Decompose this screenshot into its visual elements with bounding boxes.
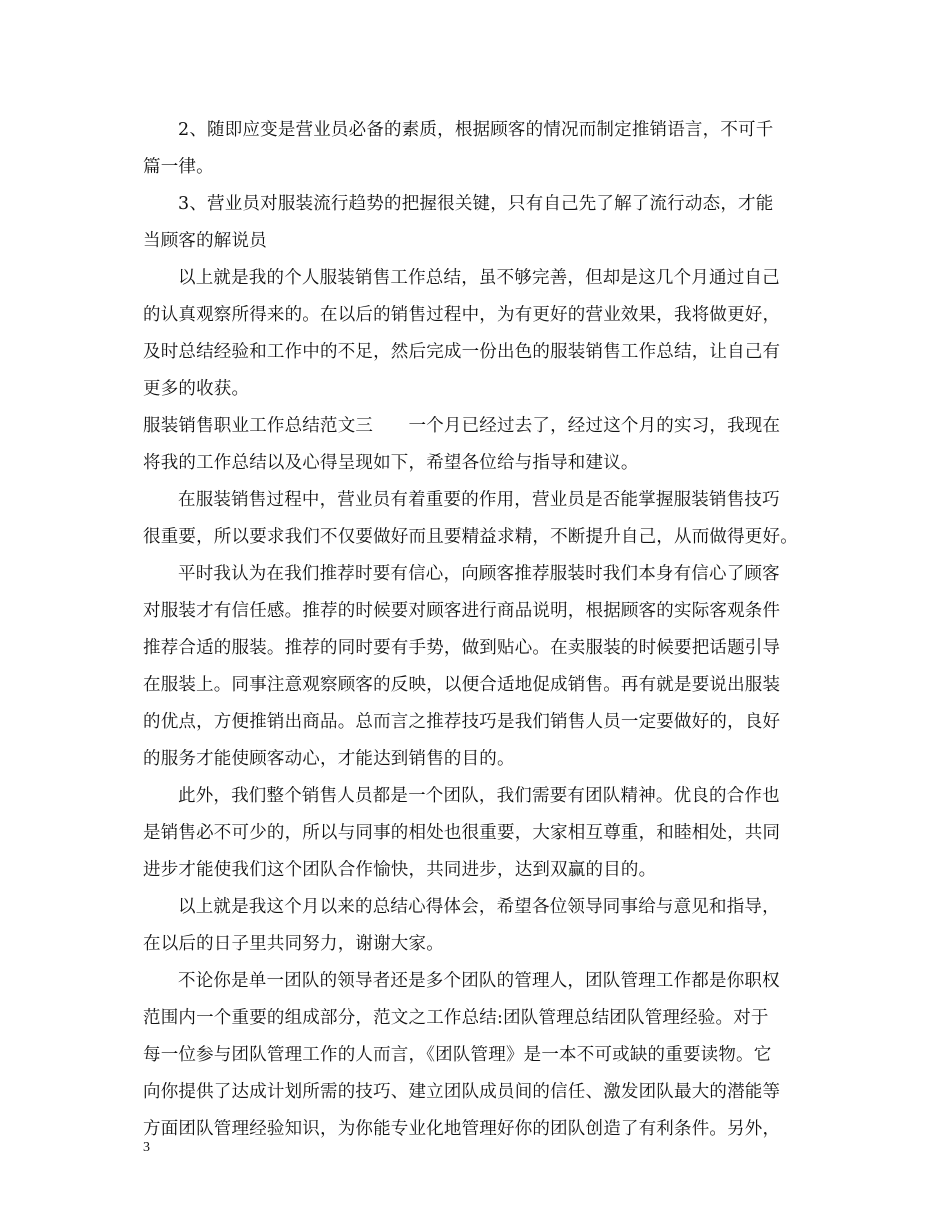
text-line: 服装销售职业工作总结范文三 一个月已经过去了，经过这个月的实习，我现在 [143, 416, 781, 436]
text-line: 对服装才有信任感。推荐的时候要对顾客进行商品说明，根据顾客的实际客观条件 [143, 601, 781, 621]
text-line: 将我的工作总结以及心得呈现如下，希望各位给与指导和建议。 [143, 453, 639, 473]
text-line: 推荐合适的服装。推荐的同时要有手势，做到贴心。在卖服装的时候要把话题引导 [143, 638, 781, 658]
text-line: 更多的收获。 [143, 379, 250, 399]
text-line: 方面团队管理经验知识，为你能专业化地管理好你的团队创造了有利条件。另外， [143, 1119, 781, 1139]
text-line: 以上就是我这个月以来的总结心得体会，希望各位领导同事给与意见和指导， [178, 897, 780, 917]
text-line: 的认真观察所得来的。在以后的销售过程中，为有更好的营业效果，我将做更好， [143, 305, 781, 325]
text-line: 很重要，所以要求我们不仅要做好而且要精益求精，不断提升自己，从而做得更好。 [143, 527, 798, 547]
text-line: 以上就是我的个人服装销售工作总结，虽不够完善，但却是这几个月通过自己 [178, 268, 780, 288]
text-line: 篇一律。 [143, 157, 214, 177]
text-line: 在服装上。同事注意观察顾客的反映，以便合适地促成销售。再有就是要说出服装 [143, 675, 781, 695]
text-line: 进步才能使我们这个团队合作愉快，共同进步，达到双赢的目的。 [143, 860, 657, 880]
text-line: 3、营业员对服装流行趋势的把握很关键，只有自己先了解了流行动态，才能 [178, 194, 774, 214]
text-line: 范围内一个重要的组成部分，范文之工作总结:团队管理总结团队管理经验。对于 [143, 1008, 769, 1028]
text-line: 在以后的日子里共同努力，谢谢大家。 [143, 934, 444, 954]
text-line: 平时我认为在我们推荐时要有信心，向顾客推荐服装时我们本身有信心了顾客 [178, 564, 780, 584]
text-line: 向你提供了达成计划所需的技巧、建立团队成员间的信任、激发团队最大的潜能等 [143, 1082, 781, 1102]
text-line: 当顾客的解说员 [143, 231, 267, 251]
text-line: 的优点，方便推销出商品。总而言之推荐技巧是我们销售人员一定要做好的，良好 [143, 712, 781, 732]
text-line: 此外，我们整个销售人员都是一个团队，我们需要有团队精神。优良的合作也 [178, 786, 780, 806]
page-number: 3 [143, 1140, 150, 1155]
text-line: 的服务才能使顾客动心，才能达到销售的目的。 [143, 749, 515, 769]
text-line: 及时总结经验和工作中的不足，然后完成一份出色的服装销售工作总结，让自己有 [143, 342, 781, 362]
text-line: 每一位参与团队管理工作的人而言，《团队管理》是一本不可或缺的重要读物。它 [143, 1045, 772, 1065]
text-line: 是销售必不可少的，所以与同事的相处也很重要，大家相互尊重，和睦相处，共同 [143, 823, 781, 843]
text-line: 在服装销售过程中，营业员有着重要的作用，营业员是否能掌握服装销售技巧 [178, 490, 780, 510]
text-line: 不论你是单一团队的领导者还是多个团队的管理人，团队管理工作都是你职权 [178, 971, 780, 991]
text-line: 2、随即应变是营业员必备的素质，根据顾客的情况而制定推销语言，不可千 [178, 120, 774, 140]
